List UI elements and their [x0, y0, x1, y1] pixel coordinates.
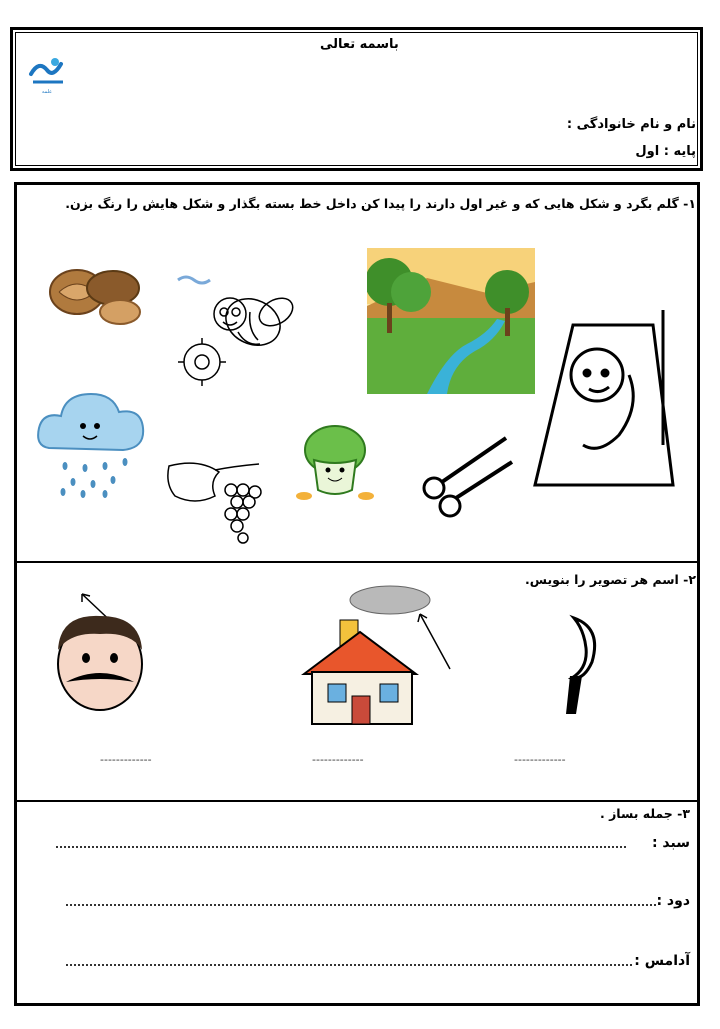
rain-cloud-image	[35, 388, 147, 500]
answer-blank-2[interactable]: -------------	[312, 753, 364, 766]
page-title: باسمه تعالی	[320, 37, 399, 52]
grape-vine-image	[165, 456, 265, 544]
divider-section2	[17, 800, 698, 802]
man-mustache-image	[52, 590, 152, 718]
house-smoke-image	[300, 584, 460, 726]
sickle-image	[560, 612, 600, 716]
river-landscape-image	[367, 248, 535, 394]
lettuce-image	[290, 420, 380, 510]
section3-instruction: ۳- جمله بساز .	[599, 806, 690, 821]
grade-label: پایه : اول	[635, 144, 696, 159]
word-label-1: سبد :	[651, 835, 690, 851]
scissors-image	[416, 432, 516, 520]
name-label: نام و نام خانوادگی :	[566, 117, 696, 132]
divider-section1	[17, 561, 698, 563]
sentence-line-3[interactable]	[66, 964, 632, 966]
answer-blank-1[interactable]: -------------	[100, 753, 152, 766]
header-inner-border	[15, 32, 698, 166]
logo	[25, 52, 70, 97]
walnut-image	[45, 262, 145, 330]
letter-v-frame-image	[533, 305, 675, 490]
word-label-3: آدامس :	[634, 953, 690, 969]
svg-text:علمه: علمه	[41, 89, 53, 95]
bee-flower-image	[168, 272, 298, 392]
section1-instruction: ۱- گلم بگرد و شکل هایی که و غیر اول دارند را پیدا کن داخل خط بسته بگذار و شکل هایش را رنگ بزن.	[65, 196, 696, 211]
answer-blank-3[interactable]: -------------	[514, 753, 566, 766]
word-label-2: دود :	[656, 893, 690, 909]
section2-instruction: ۲- اسم هر تصویر را بنویس.	[525, 572, 696, 587]
sentence-line-1[interactable]	[56, 846, 626, 848]
sentence-line-2[interactable]	[66, 904, 656, 906]
